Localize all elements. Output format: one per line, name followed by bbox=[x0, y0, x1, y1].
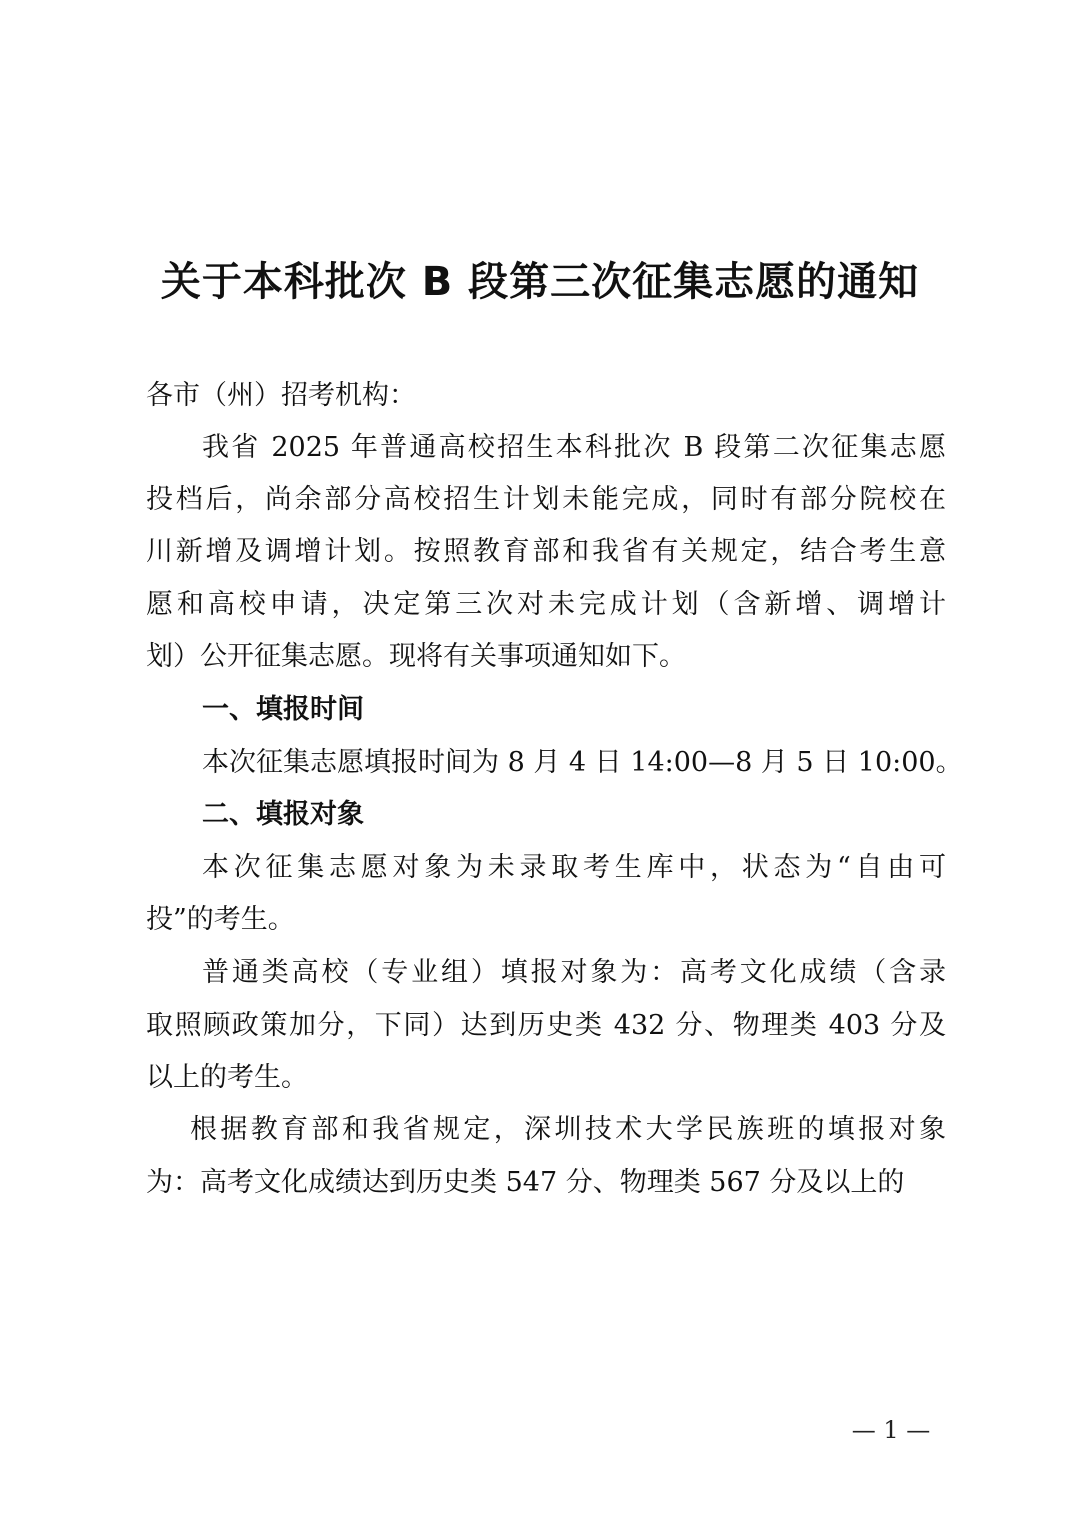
section-2-para3-line-1: 根据教育部和我省规定，深圳技术大学民族班的填报对象 bbox=[190, 1114, 946, 1145]
intro-line-1: 我省 2025 年普通高校招生本科批次 B 段第二次征集志愿 bbox=[202, 432, 946, 463]
section-2-para1-line-2: 投”的考生。 bbox=[146, 904, 295, 935]
intro-line-2: 投档后，尚余部分高校招生计划未能完成，同时有部分院校在 bbox=[146, 484, 946, 515]
section-1-heading: 一、填报时间 bbox=[202, 694, 364, 725]
section-2-para2-line-2: 取照顾政策加分，下同）达到历史类 432 分、物理类 403 分及 bbox=[146, 1010, 946, 1041]
section-2-para2-line-3: 以上的考生。 bbox=[146, 1062, 308, 1093]
section-1-text: 本次征集志愿填报时间为 8 月 4 日 14:00—8 月 5 日 10:00。 bbox=[202, 747, 963, 778]
salutation: 各市（州）招考机构： bbox=[146, 380, 416, 411]
page-number: — 1 — bbox=[851, 1416, 931, 1444]
intro-line-5: 划）公开征集志愿。现将有关事项通知如下。 bbox=[146, 641, 686, 672]
intro-line-4: 愿和高校申请，决定第三次对未完成计划（含新增、调增计 bbox=[146, 589, 946, 620]
section-2-para2-line-1: 普通类高校（专业组）填报对象为：高考文化成绩（含录 bbox=[202, 957, 946, 988]
intro-line-3: 川新增及调增计划。按照教育部和我省有关规定，结合考生意 bbox=[146, 536, 946, 567]
section-2-para1-line-1: 本次征集志愿对象为未录取考生库中，状态为“自由可 bbox=[202, 852, 946, 883]
section-2-heading: 二、填报对象 bbox=[202, 799, 364, 830]
document-title: 关于本科批次 B 段第三次征集志愿的通知 bbox=[160, 259, 920, 305]
section-2-para3-line-2: 为：高考文化成绩达到历史类 547 分、物理类 567 分及以上的 bbox=[146, 1167, 905, 1198]
